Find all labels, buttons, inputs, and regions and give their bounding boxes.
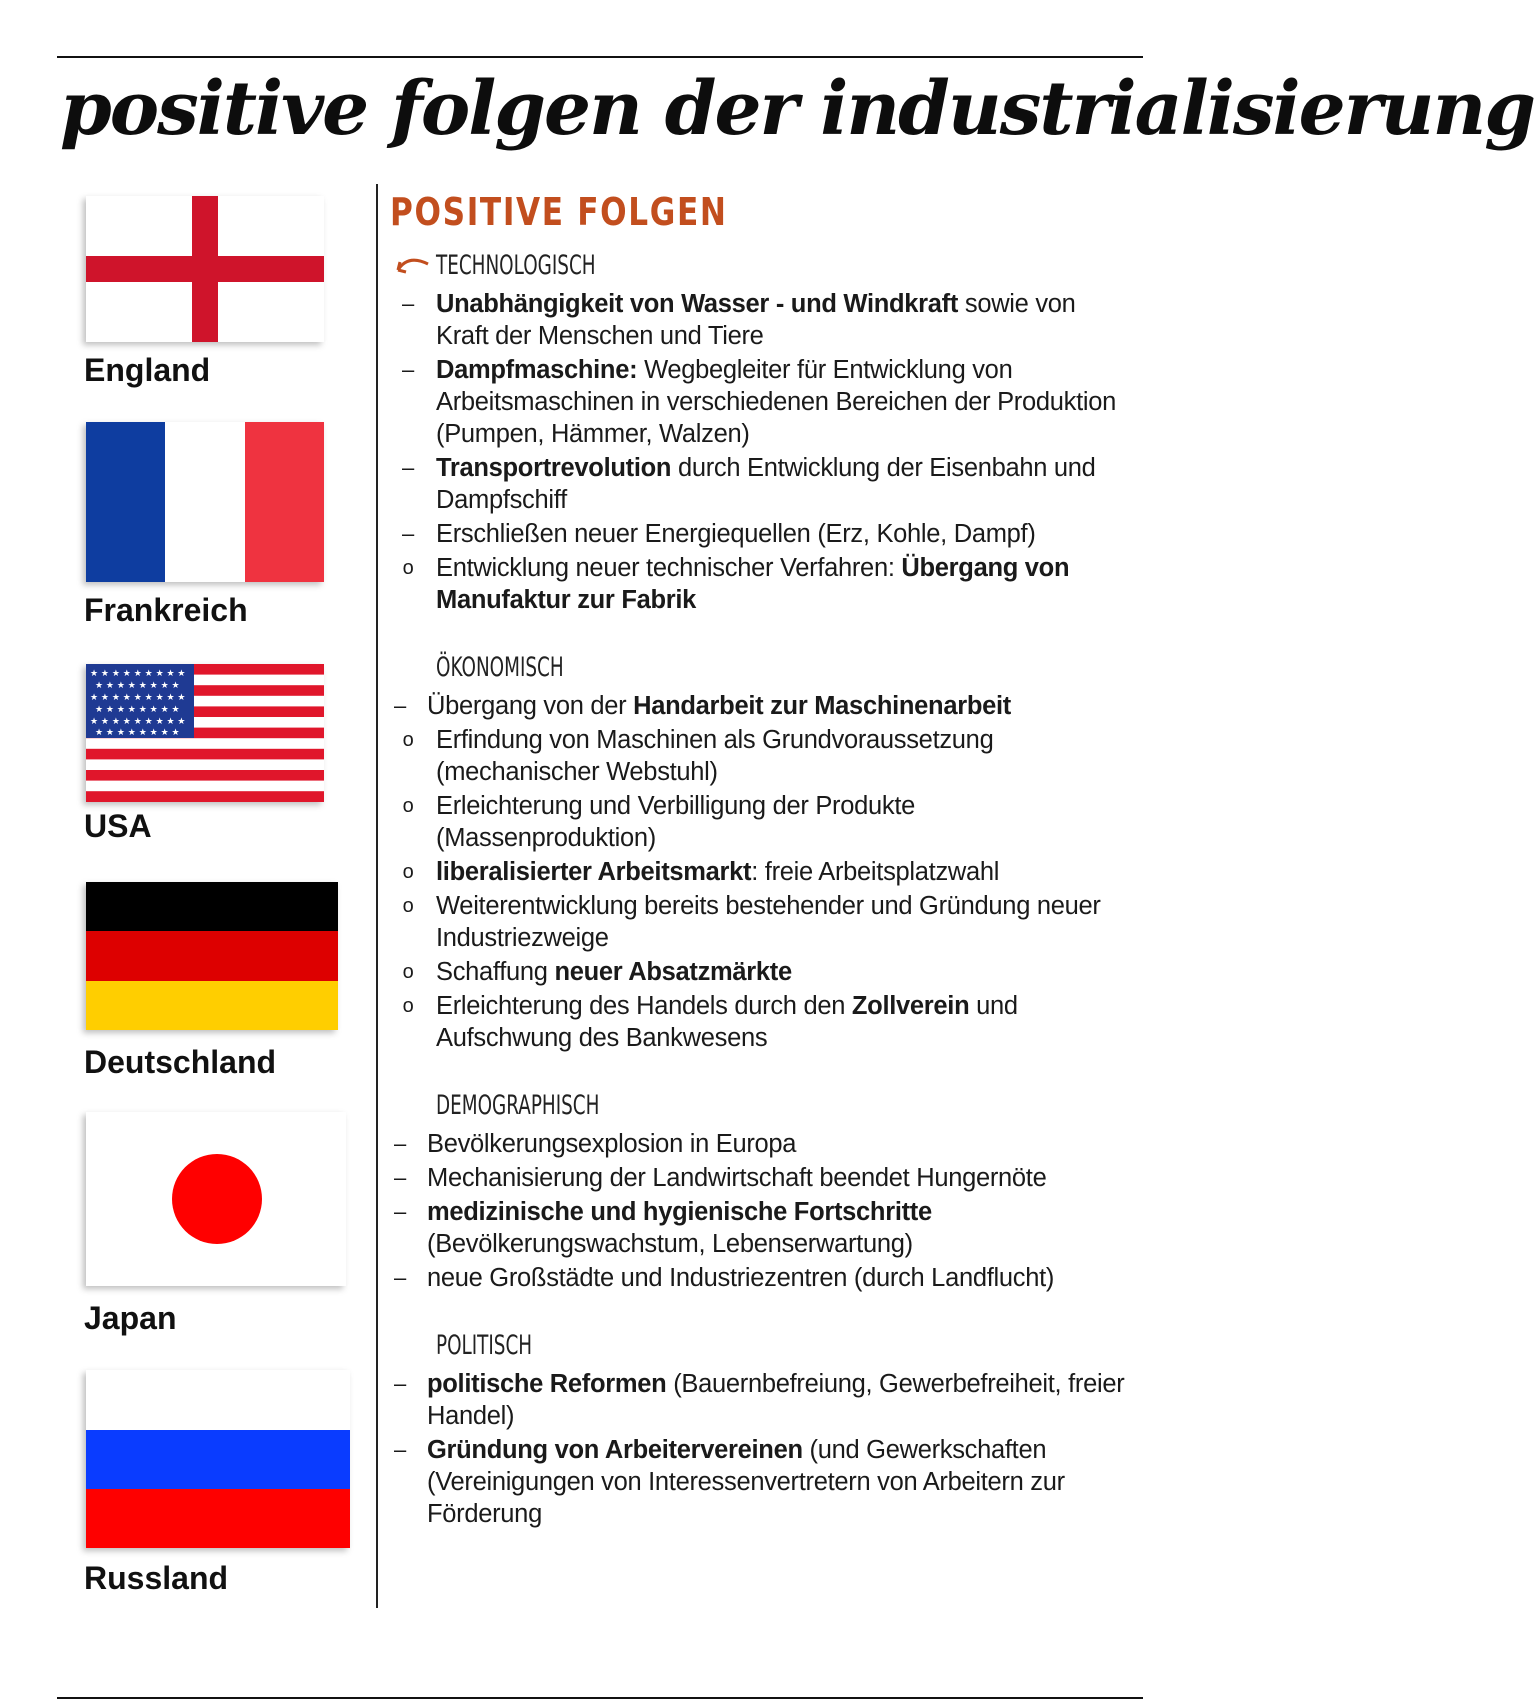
flag-label-japan: Japan [84, 1300, 177, 1336]
england-flag-card [86, 196, 324, 342]
russia-flag-icon [86, 1370, 350, 1548]
germany-flag-card [86, 882, 338, 1030]
list-item: – Dampfmaschine: Wegbegleiter für Entwicklung von Arbeitsmaschinen in verschiedenen Bereichen der Produktion (Pumpen, Hämmer, Walzen) [402, 356, 1117, 448]
flag-label-deutschland: Deutschland [84, 1044, 277, 1080]
england-flag-icon [86, 196, 324, 342]
curved-arrow-icon [394, 252, 430, 278]
category-title: POLITISCH [436, 1330, 533, 1361]
svg-text:★ ★ ★ ★ ★ ★ ★ ★: ★ ★ ★ ★ ★ ★ ★ ★ [95, 728, 180, 738]
list-item: – politische Reformen (Bauernbefreiung, Gewerbefreiheit, freier Handel) [394, 1370, 1125, 1430]
bottom-rule [57, 1697, 1143, 1699]
svg-text:★ ★ ★ ★ ★ ★ ★ ★: ★ ★ ★ ★ ★ ★ ★ ★ [95, 705, 180, 715]
flag-label-usa: USA [84, 808, 152, 844]
list-item: o Erleichterung des Handels durch den Zollverein und Aufschwung des Bankwesens [402, 992, 1018, 1052]
list-item: – Transportrevolution durch Entwicklung der Eisenbahn und Dampfschiff [402, 454, 1096, 514]
list-item: – Mechanisierung der Landwirtschaft beendet Hungernöte [394, 1164, 1047, 1192]
list-item: o liberalisierter Arbeitsmarkt: freie Arbeitsplatzwahl [402, 858, 1000, 886]
svg-text:★ ★ ★ ★ ★ ★ ★ ★: ★ ★ ★ ★ ★ ★ ★ ★ [95, 681, 180, 691]
section-heading: POSITIVE FOLGEN [390, 190, 728, 234]
category-technologisch [390, 248, 1130, 284]
category-title: DEMOGRAPHISCH [436, 1090, 600, 1121]
list-item: – Bevölkerungsexplosion in Europa [394, 1130, 797, 1158]
content-column [390, 190, 1130, 1532]
flag-label-frankreich: Frankreich [84, 592, 248, 628]
germany-flag-icon [86, 882, 338, 1030]
list-technologisch [390, 288, 1130, 616]
list-item: – neue Großstädte und Industriezentren (durch Landflucht) [394, 1264, 1055, 1292]
list-politisch [390, 1368, 1130, 1530]
flag-label-england: England [84, 352, 211, 388]
column-divider [376, 184, 378, 1608]
category-oekonomisch [390, 650, 1130, 686]
page-title: positive folgen der industrialisierung [60, 66, 1534, 152]
list-item: – Unabhängigkeit von Wasser - und Windkraft sowie von Kraft der Menschen und Tiere [402, 290, 1076, 350]
france-flag-card [86, 422, 324, 582]
flag-label-russland: Russland [84, 1560, 229, 1596]
usa-flag-icon [86, 664, 324, 802]
svg-text:★ ★ ★ ★ ★ ★ ★ ★ ★: ★ ★ ★ ★ ★ ★ ★ ★ ★ [90, 669, 186, 679]
category-politisch [390, 1328, 1130, 1364]
list-item: o Weiterentwicklung bereits bestehender und Gründung neuer Industriezweige [402, 892, 1101, 952]
svg-text:★ ★ ★ ★ ★ ★ ★ ★ ★: ★ ★ ★ ★ ★ ★ ★ ★ ★ [90, 717, 186, 727]
svg-text:★ ★ ★ ★ ★ ★ ★ ★ ★: ★ ★ ★ ★ ★ ★ ★ ★ ★ [90, 693, 186, 703]
list-demographisch [390, 1128, 1130, 1294]
japan-flag-icon [86, 1112, 346, 1286]
list-oekonomisch [390, 690, 1130, 1054]
russia-flag-card [86, 1370, 350, 1548]
usa-flag-card [86, 664, 324, 807]
list-item: o Erleichterung und Verbilligung der Produkte (Massenproduktion) [402, 792, 915, 852]
list-item: – Übergang von der Handarbeit zur Maschinenarbeit [394, 692, 1011, 720]
list-item: – medizinische und hygienische Fortschritte (Bevölkerungswachstum, Lebenserwartung) [394, 1198, 932, 1258]
list-item: – Gründung von Arbeitervereinen (und Gewerkschaften (Vereinigungen von Interessenvertretern von Arbeitern zur Förderung [394, 1436, 1065, 1528]
category-demographisch [390, 1088, 1130, 1124]
france-flag-icon [86, 422, 324, 582]
japan-flag-card [86, 1112, 346, 1286]
list-item: o Entwicklung neuer technischer Verfahren: Übergang von Manufaktur zur Fabrik [402, 554, 1070, 614]
list-item: o Erfindung von Maschinen als Grundvoraussetzung (mechanischer Webstuhl) [402, 726, 994, 786]
category-title: TECHNOLOGISCH [436, 250, 596, 281]
list-item: o Schaffung neuer Absatzmärkte [402, 958, 792, 986]
top-rule [57, 56, 1143, 58]
list-item: – Erschließen neuer Energiequellen (Erz, Kohle, Dampf) [402, 520, 1036, 548]
category-title: ÖKONOMISCH [436, 652, 564, 683]
